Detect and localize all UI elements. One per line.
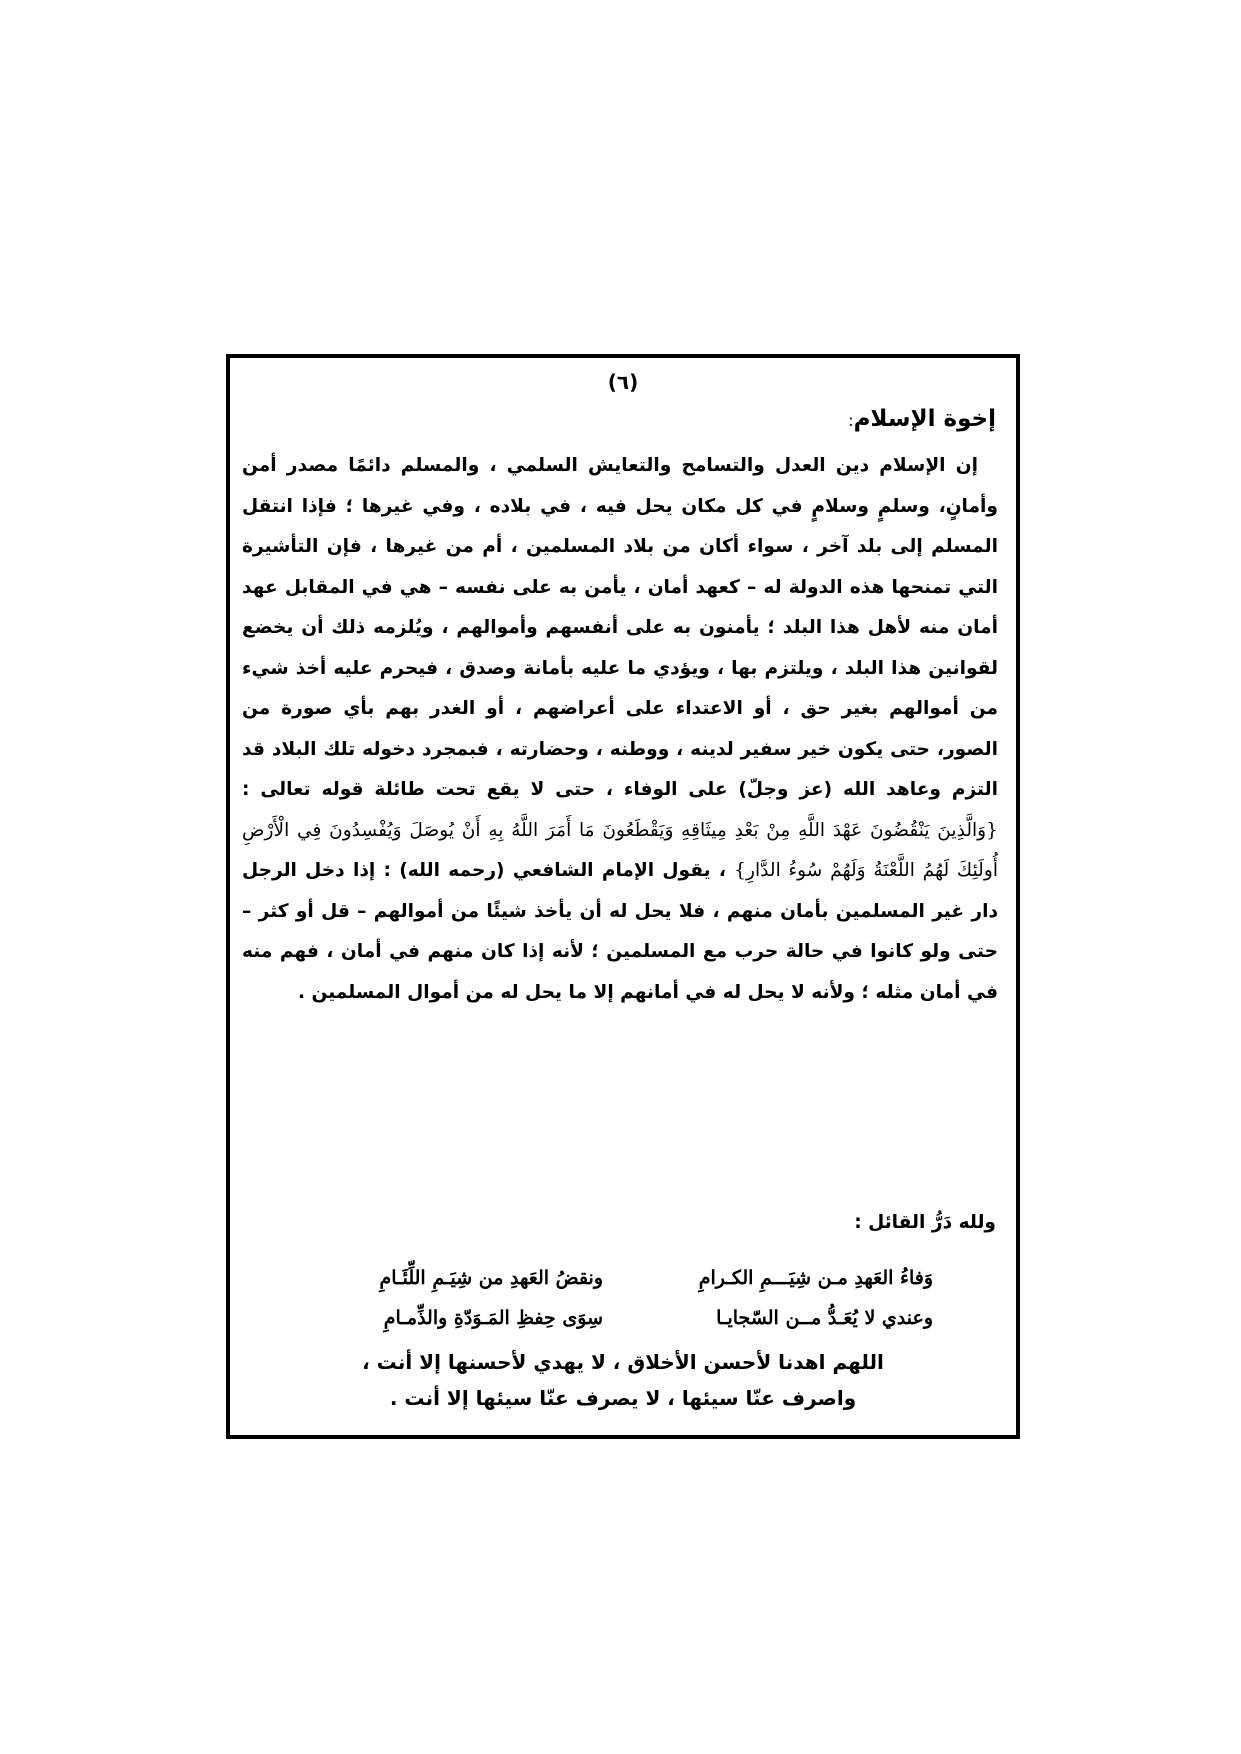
poem (230, 1258, 1016, 1338)
section-heading-text: إخوة الإسلام (853, 406, 996, 432)
poem-verse-1 (230, 1258, 1016, 1298)
paragraph-part-2: ، يقول الإمام الشافعي (رحمه الله) : إذا دخل الرجل دار غير المسلمين بأمان منهم ، فلا يحل له أن يأخذ شيئًا من أموالهم – قل أو كثر – حتى ولو كانوا في حالة حرب مع المسلمين ؛ لأنه إذا كان منهم في أمان ، فهم منه في أمان مثله ؛ ولأنه لا يحل له في أمانهم إلا ما يحل له من أموال المسلمين . (242, 860, 998, 1003)
poem-verse-2 (230, 1298, 1016, 1338)
poem-verse-2-second-hemistich: سِوَى حِفظِ المَـوَدّةِ والذِّمـامِ (383, 1307, 603, 1329)
poem-intro: ولله دَرُّ القائل : (854, 1212, 996, 1233)
poem-verse-1-first-hemistich: وَفاءُ العَهدِ مـن شِيَـــمِ الكـرامِ (698, 1267, 933, 1289)
section-heading (848, 406, 996, 432)
prayer-line-1: اللهم اهدنا لأحسن الأخلاق ، لا يهدي لأحسنها إلا أنت ، (362, 1350, 884, 1374)
poem-verse-1-second-hemistich: ونقضُ العَهدِ من شِيَـمِ اللِّئَـامِ (379, 1267, 603, 1289)
closing-prayer (230, 1344, 1016, 1416)
body-paragraph (242, 446, 998, 1013)
poem-verse-2-first-hemistich: وعندي لا يُعَـدُّ مــن السّجايـا (716, 1307, 933, 1329)
quran-verse: {وَالَّذِينَ يَنْقُضُونَ عَهْدَ اللَّهِ مِنْ بَعْدِ مِيثَاقِهِ وَيَقْطَعُونَ مَا أَمَرَ اللَّهُ بِهِ أَنْ يُوصَلَ وَيُفْسِدُونَ فِي الْأَرْضِ أُولَئِكَ لَهُمُ اللَّعْنَةُ وَلَهُمْ سُوءُ الدَّارِ} (242, 819, 998, 881)
page-number: (٦) (607, 370, 639, 394)
page-frame (226, 354, 1020, 1439)
section-heading-colon: : (848, 411, 854, 430)
paragraph-part-1: إن الإسلام دين العدل والتسامح والتعايش السلمي ، والمسلم دائمًا مصدر أمن وأمانٍ، وسلمٍ وسلامٍ في كل مكان يحل فيه ، في بلاده ، وفي غيرها ؛ فإذا انتقل المسلم إلى بلد آخر ، سواء أكان من بلاد المسلمين ، أم من غيرها ، فإن التأشيرة التي تمنحها هذه الدولة له – كعهد أمان ، يأمن به على نفسه – هي في المقابل عهد أمان منه لأهل هذا البلد ؛ يأمنون به على أنفسهم وأموالهم ، ويُلزمه ذلك أن يخضع لقوانين هذا البلد ، ويلتزم بها ، ويؤدي ما عليه بأمانة وصدق ، فيحرم عليه أخذ شيء من أموالهم بغير حق ، أو الاعتداء على أعراضهم ، أو الغدر بهم بأي صورة من الصور، حتى يكون خير سفير لدينه ، ووطنه ، وحضارته ، فبمجرد دخوله تلك البلاد قد التزم وعاهد الله (عز وجلّ) على الوفاء ، حتى لا يقع تحت طائلة قوله تعالى : (242, 455, 998, 800)
prayer-line-2: واصرف عنّا سيئها ، لا يصرف عنّا سيئها إلا أنت . (389, 1386, 857, 1410)
